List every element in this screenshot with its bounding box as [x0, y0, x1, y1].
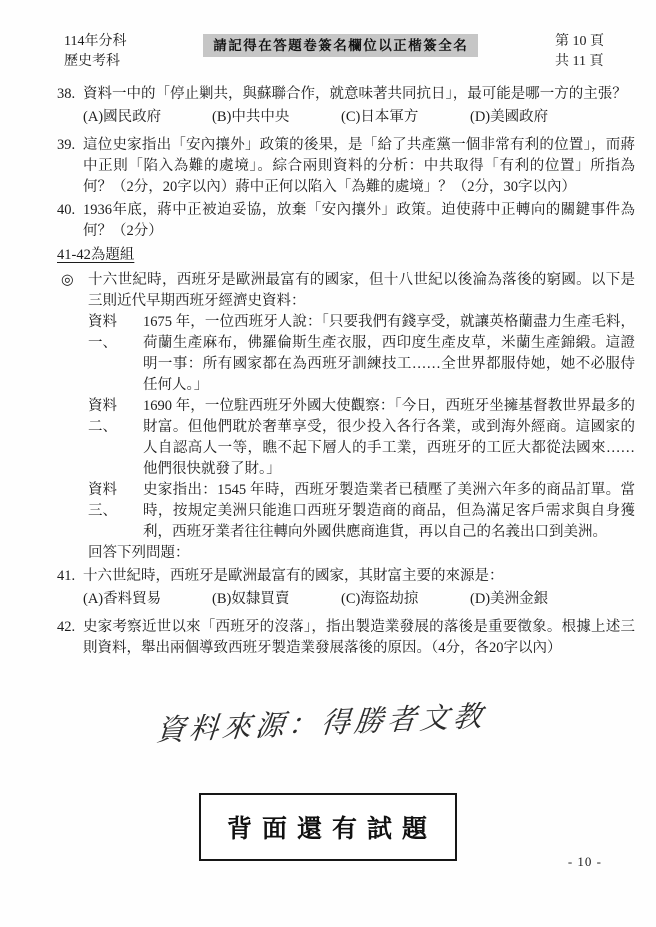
answer-prompt: 回答下列問題：: [88, 545, 190, 561]
page-indicator: [555, 32, 604, 72]
question-38-option-d: (D)美國政府: [470, 109, 549, 125]
question-38-option-c: (C)日本軍方: [341, 109, 419, 125]
page-number-footer: - 10 -: [567, 854, 602, 869]
question-area: [57, 84, 635, 661]
question-41-number: 41.: [57, 568, 76, 584]
question-42-number: 42.: [57, 619, 76, 635]
page-current: 第 10 頁: [554, 34, 604, 49]
page-total: 共 11 頁: [554, 54, 604, 69]
question-41-text: 十六世紀時，西班牙是歐洲最富有的國家，其財富主要的來源是：: [83, 568, 504, 584]
question-41-option-d: (D)美洲金銀: [470, 591, 549, 607]
question-38-number: 38.: [57, 86, 76, 102]
exam-subject: 歷史考科: [64, 54, 120, 69]
question-38-text: 資料一中的「停止剿共，與蘇聯合作，就意味著共同抗日」，最可能是哪一方的主張？: [83, 86, 627, 102]
source-2: [88, 396, 635, 480]
page-header: [64, 32, 604, 72]
question-41-options: [57, 589, 635, 610]
more-questions-on-back-box: [199, 793, 457, 861]
question-40-number: 40.: [57, 202, 76, 218]
question-38-option-b: (B)中共中央: [212, 109, 290, 125]
exam-year: 114年分科: [64, 34, 127, 49]
source-1-text: 1675 年，一位西班牙人說：「只要我們有錢享受，就讓英格蘭盡力生產毛料，荷蘭生產麻布，佛羅倫斯生產衣服，西印度生產皮草，米蘭生產錦緞。這證明一事：所有國家都在為西班牙訓練技工……全世界都服侍她，她不必服侍任何人。」: [143, 314, 635, 393]
question-41-option-b: (B)奴隸買賣: [212, 591, 290, 607]
question-41-option-a: (A)香料貿易: [83, 591, 162, 607]
question-39-number: 39.: [57, 137, 76, 153]
signature-notice: 請記得在答題卷簽名欄位以正楷簽全名: [203, 34, 478, 57]
group-intro: [57, 270, 635, 312]
question-group-heading: 41-42為題組: [57, 247, 135, 263]
question-41: [57, 566, 635, 587]
question-41-option-c: (C)海盜劫掠: [341, 591, 419, 607]
source-3-text: 史家指出：1545 年時，西班牙製造業者已積壓了美洲六年多的商品訂單。當時，按規定美洲只能進口西班牙製造商的商品，但為滿足客戶需求與自身獲利，西班牙業者往往轉向外國供應商進貨，再以自己的名義出口到美洲。: [143, 482, 635, 540]
source-2-label: 資料二、: [88, 398, 117, 435]
question-38-options: [57, 107, 635, 128]
more-questions-on-back-label: 背面還有試題: [226, 816, 438, 843]
question-42-text: 史家考察近世以來「西班牙的沒落」，指出製造業發展的落後是重要徵象。根據上述三則資料，舉出兩個導致西班牙製造業發展落後的原因。（4分，各20字以內）: [83, 619, 635, 656]
question-39-text: 這位史家指出「安內攘外」政策的後果，是「給了共產黨一個非常有利的位置」，而蔣中正則「陷入為難的處境」。綜合兩則資料的分析：中共取得「有利的位置」所指為何？（2分，20字以內）蔣中正何以陷入「為難的處境」？（2分，30字以內）: [83, 137, 635, 195]
source-1: [88, 312, 635, 396]
source-3-label: 資料三、: [88, 482, 117, 519]
source-3: [88, 480, 635, 543]
question-39: [57, 135, 635, 198]
group-intro-text: 十六世紀時，西班牙是歐洲最富有的國家，但十八世紀以後淪為落後的窮國。以下是三則近代早期西班牙經濟史資料：: [88, 272, 635, 309]
source-passages: [57, 312, 635, 543]
source-1-label: 資料一、: [88, 314, 117, 351]
group-intro-marker: ◎: [61, 272, 74, 288]
question-40-text: 1936年底，蔣中正被迫妥協，放棄「安內攘外」政策。迫使蔣中正轉向的關鍵事件為何？（2分）: [83, 202, 635, 239]
question-40: [57, 200, 635, 242]
question-42: [57, 617, 635, 659]
exam-title-block: [64, 32, 126, 72]
source-2-text: 1690 年，一位駐西班牙外國大使觀察：「今日，西班牙坐擁基督教世界最多的財富。但他們耽於奢華享受，很少投入各行各業，或到海外經商。這國家的人自認高人一等，瞧不起下層人的手工業，西班牙的工匠大都從法國來……他們很快就發了財。」: [143, 398, 635, 477]
question-38-option-a: (A)國民政府: [83, 109, 162, 125]
handwritten-source-note: 資料來源：得勝者文教: [154, 698, 488, 748]
question-38: [57, 84, 635, 105]
